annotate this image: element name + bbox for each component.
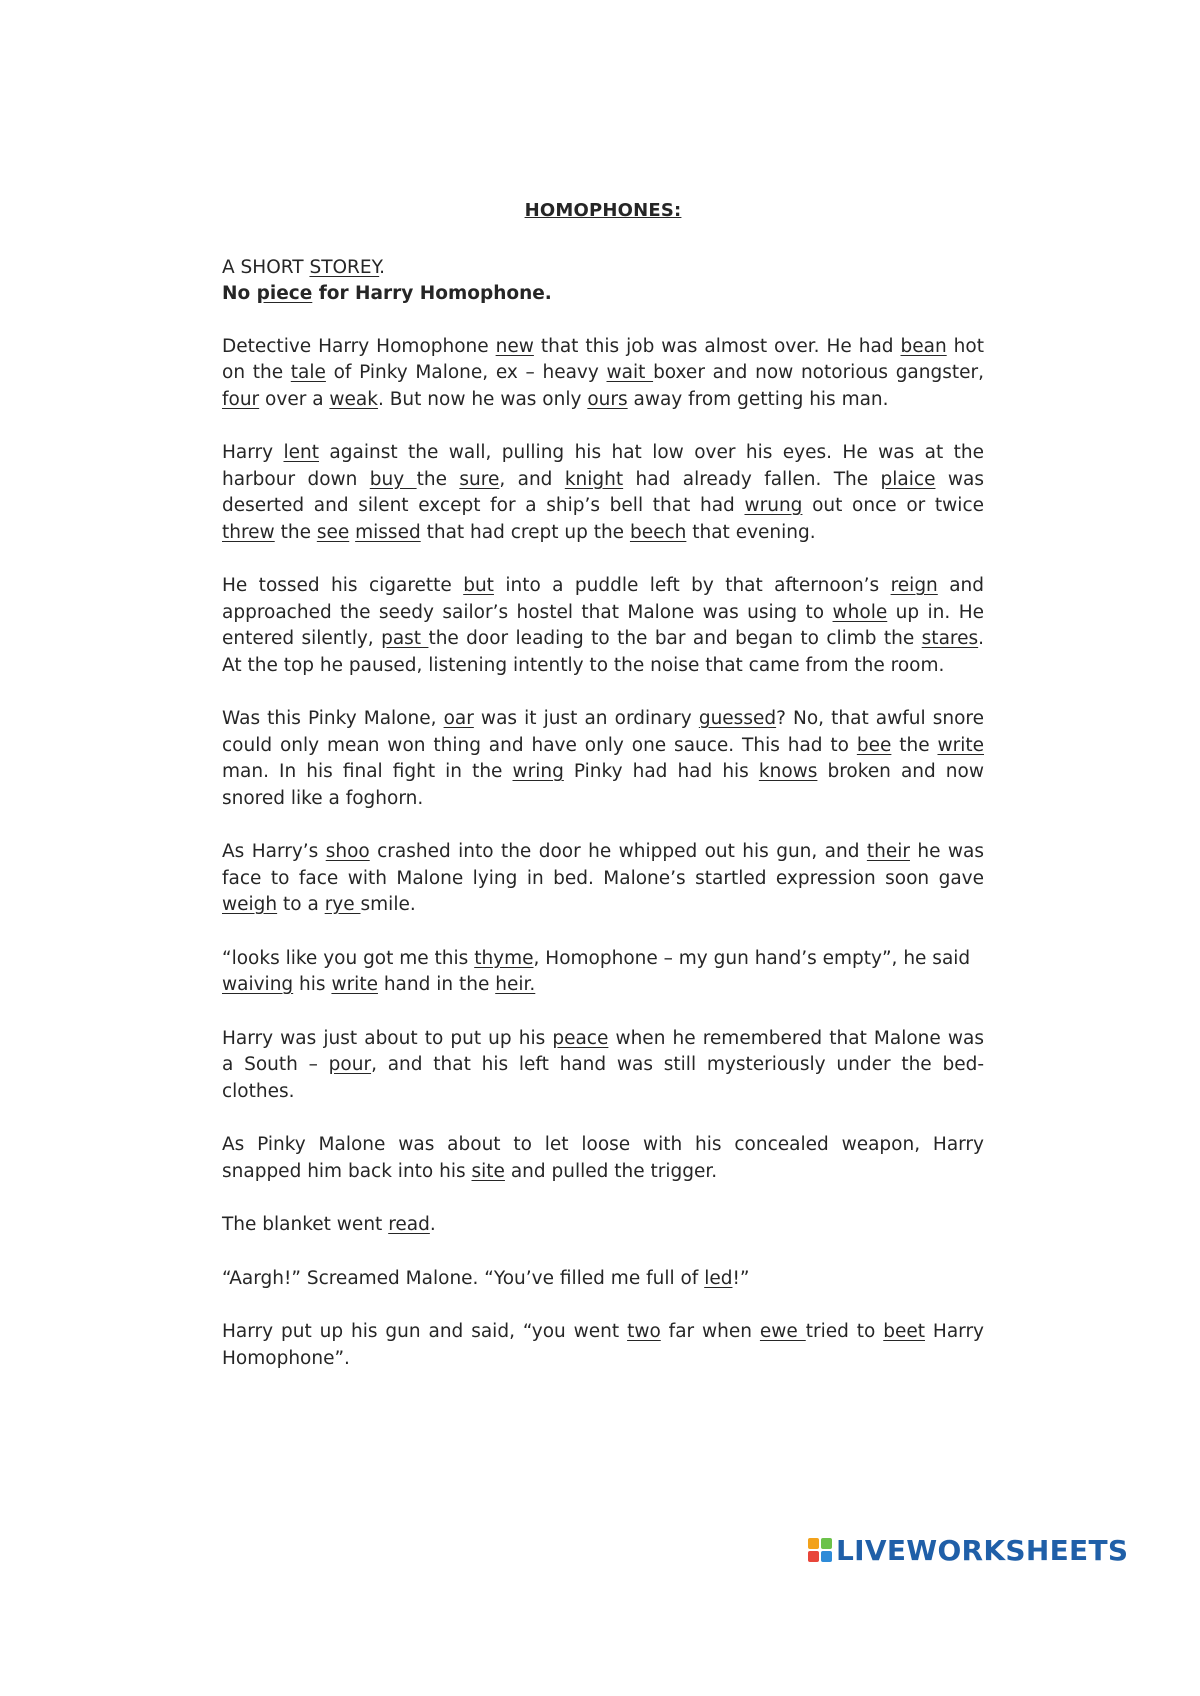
homophone-word: wrung bbox=[744, 495, 803, 516]
logo-mark-icon bbox=[808, 1538, 834, 1564]
homophone-word: wait bbox=[606, 362, 654, 383]
text-run: As Harry’s bbox=[222, 841, 326, 862]
text-run: to a bbox=[277, 894, 325, 915]
homophone-word: thyme bbox=[474, 947, 534, 969]
text-run: boxer and now notorious gangster, bbox=[653, 362, 984, 383]
story-paragraph bbox=[222, 334, 984, 414]
text-run: for Harry Homophone. bbox=[312, 283, 552, 304]
story-paragraph bbox=[222, 573, 984, 679]
text-run: As Pinky Malone was about to let loose with his concealed weapon, Harry snapped him back into his bbox=[222, 1134, 984, 1182]
text-run: hot on the bbox=[222, 335, 984, 383]
text-run: the door leading to the bar and began to climb the bbox=[428, 628, 922, 649]
text-run: had already fallen. The bbox=[623, 468, 881, 490]
text-run: Detective Harry Homophone bbox=[222, 335, 496, 357]
text-run: far when bbox=[660, 1321, 760, 1342]
liveworksheets-logo bbox=[808, 1534, 1128, 1567]
homophone-word: two bbox=[627, 1321, 661, 1342]
story-paragraph bbox=[222, 440, 984, 546]
text-run: , Homophone – my gun hand’s empty”, he said bbox=[533, 947, 971, 969]
homophone-word: wring bbox=[512, 761, 564, 782]
homophone-word: weigh bbox=[222, 894, 278, 915]
homophone-word: see bbox=[316, 521, 350, 543]
text-run: that had crept up the bbox=[420, 521, 630, 543]
text-run: No bbox=[222, 283, 257, 304]
text-run: over a bbox=[259, 388, 330, 410]
story-paragraph bbox=[222, 1132, 984, 1185]
story-paragraph bbox=[222, 1319, 984, 1372]
text-run: “Aargh!” Screamed Malone. “You’ve filled me full of bbox=[222, 1267, 705, 1289]
logo-text: LIVEWORKSHEETS bbox=[836, 1534, 1129, 1567]
text-run: He tossed his cigarette bbox=[222, 575, 464, 596]
text-run: when he remembered that Malone was a South – bbox=[222, 1027, 984, 1075]
text-run: Harry put up his gun and said, “you went bbox=[222, 1321, 628, 1342]
homophone-word: led bbox=[704, 1267, 733, 1289]
text-run: and pulled the trigger. bbox=[504, 1160, 718, 1182]
text-run: Harry bbox=[222, 442, 284, 463]
story-paragraphs bbox=[222, 334, 984, 1373]
homophone-word: weak bbox=[329, 388, 378, 410]
page-title: HOMOPHONES: bbox=[524, 200, 682, 221]
homophone-word: rye bbox=[324, 894, 361, 915]
homophone-word: oar bbox=[443, 708, 474, 729]
text-run: man. In his final fight in the bbox=[222, 761, 513, 782]
homophone-word: sure bbox=[459, 468, 500, 490]
homophone-word: piece bbox=[256, 283, 313, 304]
text-run: , and bbox=[499, 468, 565, 490]
text-run: Pinky had had his bbox=[563, 761, 759, 782]
text-run: away from getting his man. bbox=[627, 388, 889, 410]
text-run: tried to bbox=[805, 1321, 884, 1342]
homophone-word: STOREY bbox=[309, 256, 380, 278]
text-run: up in. He entered silently, bbox=[222, 601, 984, 649]
homophone-word: but bbox=[463, 575, 494, 596]
text-run: “looks like you got me this bbox=[222, 947, 475, 969]
story-title bbox=[222, 281, 984, 308]
text-run: the bbox=[416, 468, 460, 490]
homophone-word: four bbox=[222, 388, 260, 410]
text-run: he was face to face with Malone lying in bed. Malone’s startled expression soon gave bbox=[222, 841, 984, 889]
homophone-word: buy bbox=[369, 468, 417, 490]
text-run: , and that his left hand was still mysteriously under the bed-clothes. bbox=[222, 1054, 984, 1102]
homophone-word: write bbox=[331, 974, 378, 995]
text-run: . bbox=[379, 256, 386, 278]
homophone-word: knight bbox=[564, 468, 624, 490]
homophone-word: peace bbox=[552, 1027, 609, 1049]
story-paragraph bbox=[222, 1266, 984, 1293]
story-paragraph bbox=[222, 1212, 984, 1239]
text-run: and approached the seedy sailor’s hostel that Malone was using to bbox=[222, 575, 984, 623]
logo-square bbox=[821, 1551, 832, 1562]
document-body bbox=[222, 198, 984, 1399]
logo-square bbox=[821, 1538, 832, 1549]
homophone-word: heir. bbox=[495, 974, 536, 995]
story-paragraph bbox=[222, 839, 984, 919]
text-run: Harry Homophone”. bbox=[222, 1321, 985, 1369]
text-run: crashed into the door he whipped out his gun, and bbox=[369, 841, 867, 862]
story-paragraph bbox=[222, 706, 984, 812]
homophone-word: knows bbox=[758, 761, 818, 782]
text-run: The blanket went bbox=[222, 1214, 389, 1235]
story-paragraph bbox=[222, 1026, 984, 1106]
text-run: his bbox=[293, 974, 332, 995]
homophone-word: their bbox=[866, 841, 910, 862]
homophone-word: waiving bbox=[222, 974, 294, 995]
text-run: Harry was just about to put up his bbox=[222, 1027, 553, 1049]
homophone-word: write bbox=[937, 734, 984, 756]
homophone-word: pour bbox=[328, 1054, 372, 1075]
text-run: A SHORT bbox=[222, 256, 310, 278]
story-paragraph bbox=[222, 946, 984, 999]
text-run: hand in the bbox=[377, 974, 496, 995]
homophone-word: bee bbox=[856, 734, 892, 756]
text-run: . bbox=[429, 1214, 436, 1235]
text-run: was it just an ordinary bbox=[473, 708, 699, 729]
homophone-word: past bbox=[381, 628, 429, 649]
homophone-word: stares bbox=[921, 628, 979, 649]
homophone-word: threw bbox=[222, 521, 275, 543]
text-run: was deserted and silent except for a ship’s bell that had bbox=[222, 468, 984, 516]
homophone-word: plaice bbox=[880, 468, 936, 490]
homophone-word: shoo bbox=[325, 841, 370, 862]
homophone-word: missed bbox=[355, 521, 421, 543]
text-run: out once or twice bbox=[802, 495, 985, 516]
homophone-word: guessed bbox=[698, 708, 777, 729]
text-run: of Pinky Malone, ex – heavy bbox=[325, 362, 607, 383]
text-run: into a puddle left by that afternoon’s bbox=[493, 575, 891, 596]
homophone-word: read bbox=[388, 1214, 430, 1235]
text-run: the bbox=[274, 521, 317, 543]
homophone-word: bean bbox=[900, 335, 947, 357]
text-run: the bbox=[891, 734, 938, 756]
homophone-word: tale bbox=[290, 362, 326, 383]
story-subtitle bbox=[222, 255, 984, 282]
text-run: . At the top he paused, listening intently to the noise that came from the room. bbox=[222, 628, 985, 676]
homophone-word: reign bbox=[890, 575, 938, 596]
homophone-word: ours bbox=[587, 388, 628, 410]
text-run: Was this Pinky Malone, bbox=[222, 708, 444, 729]
text-run: smile. bbox=[360, 894, 416, 915]
logo-square bbox=[808, 1538, 819, 1549]
text-run: ? No, that awful snore could only mean won thing and have only one sauce. This had to bbox=[222, 708, 984, 756]
homophone-word: site bbox=[471, 1160, 505, 1182]
logo-square bbox=[808, 1551, 819, 1562]
text-run: that this job was almost over. He had bbox=[533, 335, 901, 357]
homophone-word: whole bbox=[832, 601, 888, 623]
text-run: that evening. bbox=[686, 521, 816, 543]
homophone-word: beech bbox=[629, 521, 687, 543]
homophone-word: beet bbox=[883, 1321, 926, 1342]
text-run: against the wall, pulling his hat low over his eyes. He was at the harbour down bbox=[222, 442, 985, 490]
homophone-word: new bbox=[495, 335, 534, 357]
text-run: . But now he was only bbox=[377, 388, 588, 410]
homophone-word: ewe bbox=[759, 1321, 806, 1342]
homophone-word: lent bbox=[283, 442, 320, 463]
text-run: !” bbox=[732, 1267, 750, 1289]
text-run: broken and now snored like a foghorn. bbox=[222, 761, 984, 809]
